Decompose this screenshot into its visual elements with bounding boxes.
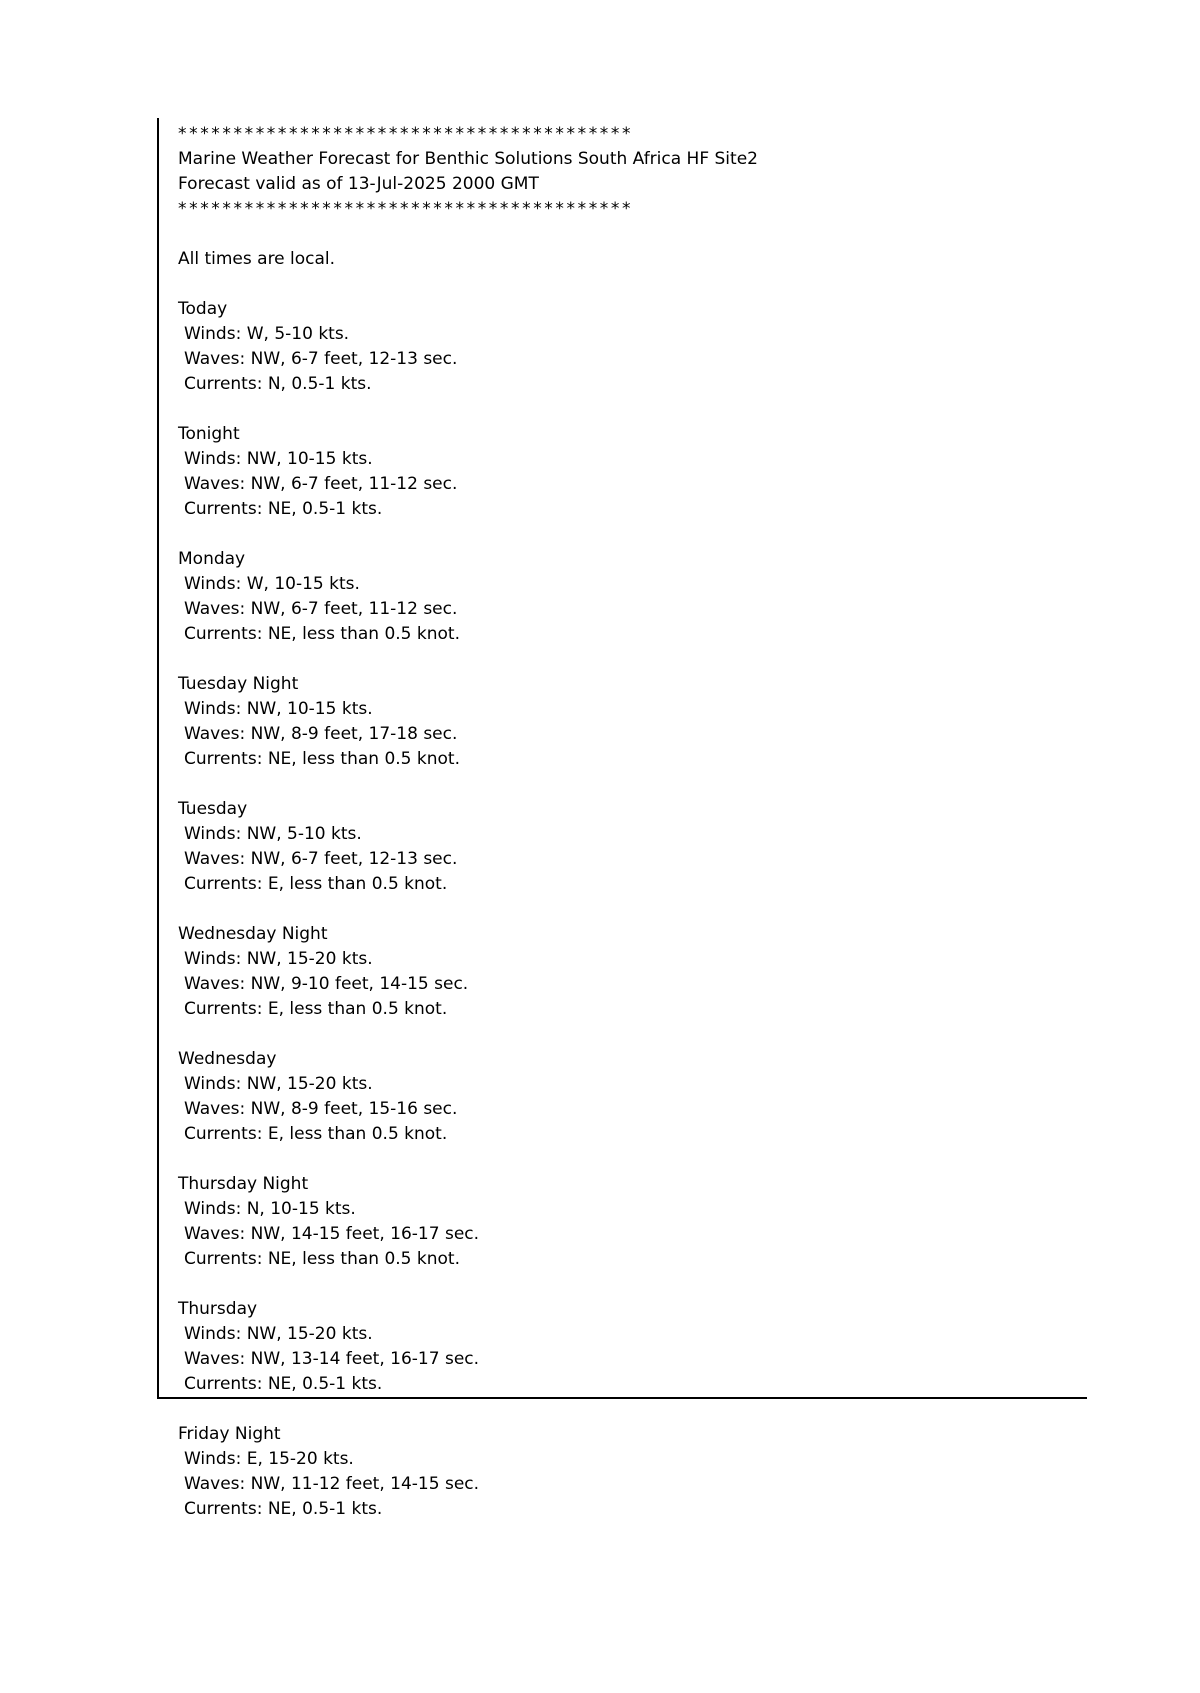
currents-line: Currents: NE, 0.5-1 kts. <box>184 1499 383 1519</box>
note-all-times-local: All times are local. <box>178 249 336 269</box>
winds-line: Winds: NW, 10-15 kts. <box>184 699 373 719</box>
winds-line: Winds: W, 5-10 kts. <box>184 324 350 344</box>
currents-line: Currents: N, 0.5-1 kts. <box>184 374 372 394</box>
currents-line: Currents: E, less than 0.5 knot. <box>184 874 448 894</box>
winds-line: Winds: NW, 5-10 kts. <box>184 824 362 844</box>
forecast-section-thursday <box>178 1297 1087 1397</box>
section-day-label: Thursday Night <box>178 1174 309 1194</box>
forecast-section-monday <box>178 547 1087 672</box>
section-day-label: Tuesday Night <box>178 674 299 694</box>
waves-line: Waves: NW, 8-9 feet, 17-18 sec. <box>184 724 458 744</box>
winds-line: Winds: NW, 15-20 kts. <box>184 1324 373 1344</box>
currents-line: Currents: NE, 0.5-1 kts. <box>184 499 383 519</box>
separator-line-top: ***************************************** <box>178 124 634 144</box>
blank-line <box>178 272 1087 297</box>
section-day-label: Thursday <box>178 1299 258 1319</box>
forecast-bordered-region <box>157 118 1087 1399</box>
section-day-label: Tuesday <box>178 799 248 819</box>
forecast-section-tuesday-night <box>178 672 1087 797</box>
currents-line: Currents: NE, less than 0.5 knot. <box>184 749 460 769</box>
blank-line <box>178 1147 1087 1172</box>
winds-line: Winds: NW, 15-20 kts. <box>184 1074 373 1094</box>
document-title: Marine Weather Forecast for Benthic Solutions South Africa HF Site2 <box>178 149 758 169</box>
forecast-section-wednesday-night <box>178 922 1087 1047</box>
forecast-section-tonight <box>178 422 1087 547</box>
section-day-label: Monday <box>178 549 246 569</box>
forecast-section-wednesday <box>178 1047 1087 1172</box>
waves-line: Waves: NW, 6-7 feet, 11-12 sec. <box>184 599 458 619</box>
forecast-section-tuesday <box>178 797 1087 922</box>
forecast-valid-line: Forecast valid as of 13-Jul-2025 2000 GMT <box>178 174 539 194</box>
section-day-label: Wednesday <box>178 1049 277 1069</box>
blank-line <box>178 522 1087 547</box>
waves-line: Waves: NW, 6-7 feet, 11-12 sec. <box>184 474 458 494</box>
separator-line-bottom: ***************************************** <box>178 199 634 219</box>
winds-line: Winds: E, 15-20 kts. <box>184 1449 354 1469</box>
currents-line: Currents: NE, less than 0.5 knot. <box>184 624 460 644</box>
waves-line: Waves: NW, 11-12 feet, 14-15 sec. <box>184 1474 480 1494</box>
blank-line <box>178 1022 1087 1047</box>
section-day-label: Tonight <box>178 424 240 444</box>
blank-line <box>178 772 1087 797</box>
section-day-label: Today <box>178 299 228 319</box>
forecast-document <box>0 118 1200 1522</box>
blank-line <box>178 647 1087 672</box>
currents-line: Currents: E, less than 0.5 knot. <box>184 999 448 1019</box>
winds-line: Winds: W, 10-15 kts. <box>184 574 360 594</box>
winds-line: Winds: NW, 10-15 kts. <box>184 449 373 469</box>
blank-line <box>178 397 1087 422</box>
waves-line: Waves: NW, 8-9 feet, 15-16 sec. <box>184 1099 458 1119</box>
currents-line: Currents: E, less than 0.5 knot. <box>184 1124 448 1144</box>
section-day-label: Wednesday Night <box>178 924 328 944</box>
forecast-section-today <box>178 297 1087 422</box>
waves-line: Waves: NW, 9-10 feet, 14-15 sec. <box>184 974 469 994</box>
waves-line: Waves: NW, 6-7 feet, 12-13 sec. <box>184 849 458 869</box>
blank-line <box>178 1272 1087 1297</box>
waves-line: Waves: NW, 14-15 feet, 16-17 sec. <box>184 1224 480 1244</box>
section-day-label: Friday Night <box>178 1424 281 1444</box>
currents-line: Currents: NE, 0.5-1 kts. <box>184 1374 383 1394</box>
forecast-section-thursday-night <box>178 1172 1087 1297</box>
winds-line: Winds: N, 10-15 kts. <box>184 1199 356 1219</box>
forecast-section-friday-night <box>178 1422 1200 1522</box>
waves-line: Waves: NW, 6-7 feet, 12-13 sec. <box>184 349 458 369</box>
waves-line: Waves: NW, 13-14 feet, 16-17 sec. <box>184 1349 480 1369</box>
blank-line <box>178 222 1087 247</box>
blank-line <box>178 897 1087 922</box>
currents-line: Currents: NE, less than 0.5 knot. <box>184 1249 460 1269</box>
forecast-overflow-region <box>178 1422 1200 1522</box>
winds-line: Winds: NW, 15-20 kts. <box>184 949 373 969</box>
